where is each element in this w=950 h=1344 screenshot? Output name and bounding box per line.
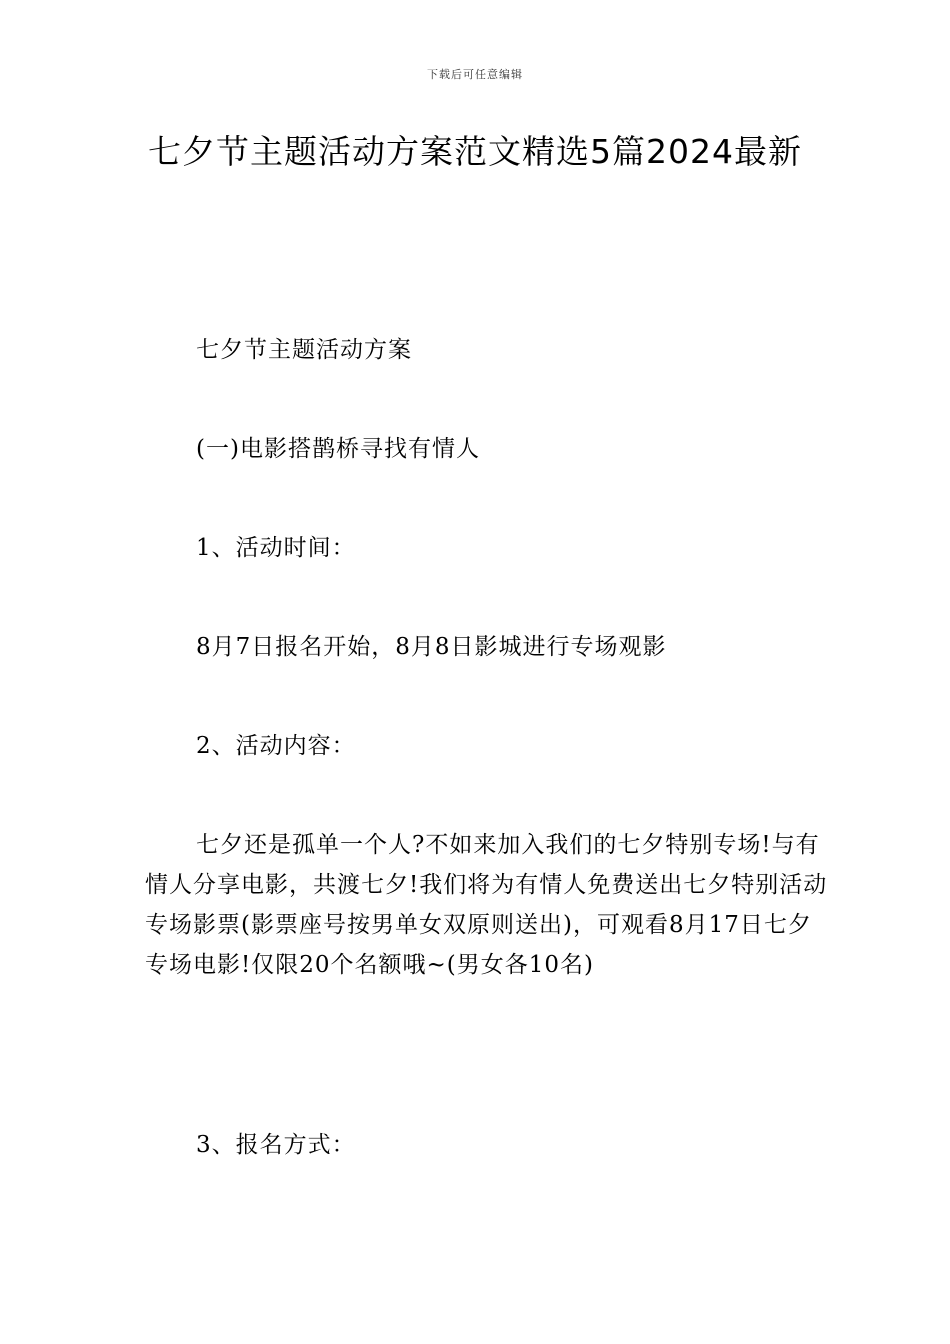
section-heading: 七夕节主题活动方案	[196, 337, 412, 363]
activity-content-label: 2、活动内容：	[196, 733, 356, 759]
page-header-note: 下载后可任意编辑	[427, 68, 523, 81]
subsection-heading: (一)电影搭鹊桥寻找有情人	[196, 436, 480, 462]
activity-content-text: 七夕还是孤单一个人?不如来加入我们的七夕特别专场!与有情人分享电影，共渡七夕!我们将为有情人免费送出七夕特别活动专场影票(影票座号按男单女双原则送出)，可观看8月17日七夕专场电影!仅限20个名额哦~(男女各10名)	[145, 832, 828, 978]
registration-method-label: 3、报名方式：	[196, 1132, 356, 1158]
activity-time-label: 1、活动时间：	[196, 535, 356, 561]
document-title: 七夕节主题活动方案范文精选5篇2024最新	[148, 132, 802, 171]
activity-time-text: 8月7日报名开始，8月8日影城进行专场观影	[196, 634, 667, 660]
